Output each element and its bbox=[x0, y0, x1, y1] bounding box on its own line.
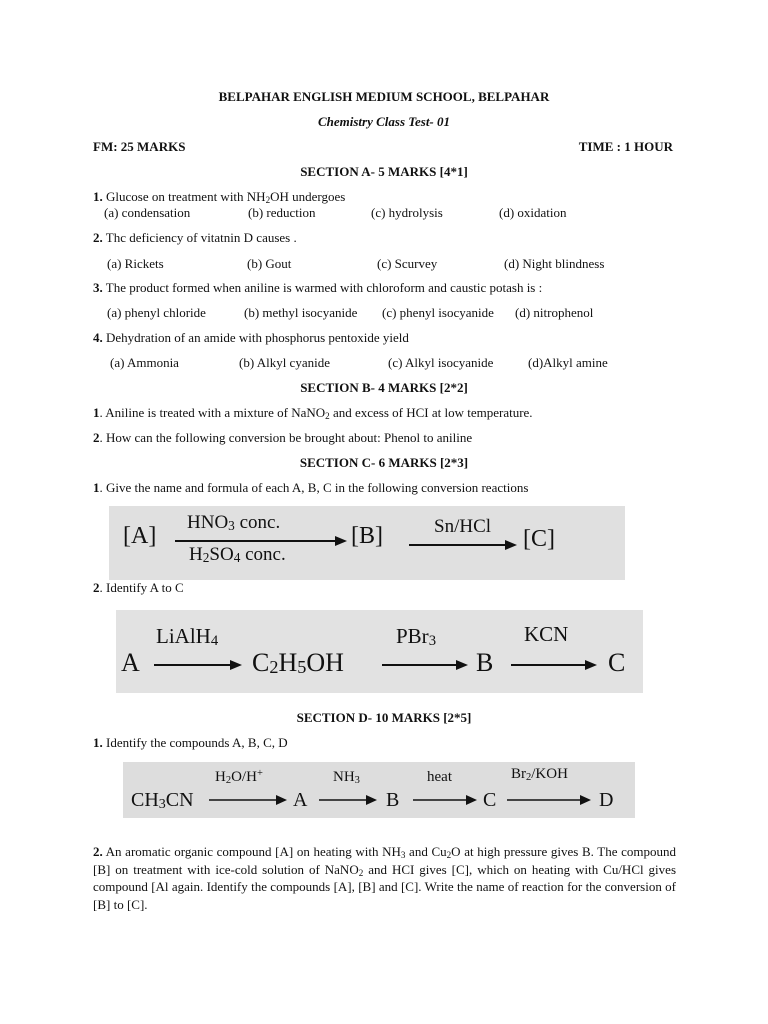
product-b: [B] bbox=[351, 523, 383, 549]
option-a2-c: (c) Scurvey bbox=[377, 256, 438, 271]
section-a-title: SECTION A- 5 MARKS [4*1] bbox=[300, 164, 468, 179]
option-a2-b: (b) Gout bbox=[247, 256, 292, 271]
reactant-a: [A] bbox=[123, 523, 157, 549]
subscript: 2 bbox=[202, 550, 210, 565]
formula-text: CN bbox=[165, 789, 194, 811]
question-number: 1 bbox=[93, 405, 100, 420]
arrow-icon bbox=[409, 540, 517, 550]
question-text: and Cu bbox=[405, 844, 447, 859]
arrow-icon bbox=[209, 795, 287, 805]
question-text: and HCI gives [C], which on heating with Cu/HCl gives compound [Al again. Identify the compounds [A], [B] and [C]. Write the name of reaction for the conversion of [B] to [C]. bbox=[93, 861, 676, 912]
reagent-lialh4 bbox=[156, 624, 218, 649]
reagent-text: conc. bbox=[240, 544, 286, 565]
question-a3 bbox=[93, 280, 542, 296]
question-text: Identify the compounds A, B, C, D bbox=[102, 735, 288, 750]
acetonitrile bbox=[131, 789, 194, 812]
question-d1 bbox=[93, 735, 288, 751]
product-b: B bbox=[476, 648, 494, 677]
arrow-icon bbox=[154, 660, 242, 670]
reagent-text: PBr bbox=[396, 624, 429, 648]
school-name: BELPAHAR ENGLISH MEDIUM SCHOOL, BELPAHAR bbox=[218, 89, 550, 104]
arrow-icon bbox=[511, 660, 597, 670]
option-a4-a: (a) Ammonia bbox=[110, 355, 179, 370]
subscript: 2 bbox=[358, 867, 364, 878]
reagent-nitration-top bbox=[187, 512, 280, 534]
question-number: 3. bbox=[93, 280, 103, 295]
arrow-icon bbox=[413, 795, 477, 805]
product-c: C bbox=[483, 789, 497, 811]
product-c: C bbox=[608, 648, 626, 677]
reagent-text: Br bbox=[511, 766, 526, 782]
question-text: O at high pressure gives B. The compound [B] on treatment with ice-cold solution of NaNO bbox=[93, 844, 676, 877]
reagent-text: /KOH bbox=[531, 766, 568, 782]
option-a3-b: (b) methyl isocyanide bbox=[244, 305, 358, 320]
reagent-text: LiAlH bbox=[156, 624, 211, 648]
option-a3-a: (a) phenyl chloride bbox=[107, 305, 206, 320]
superscript: + bbox=[256, 768, 263, 779]
question-number: 2. bbox=[93, 230, 103, 245]
reagent-text: NH bbox=[333, 769, 355, 785]
question-number: 1. bbox=[93, 735, 103, 750]
reactant-a: A bbox=[121, 648, 140, 677]
test-title: Chemistry Class Test- 01 bbox=[317, 114, 451, 129]
option-a3-c: (c) phenyl isocyanide bbox=[382, 305, 494, 320]
question-c2 bbox=[93, 580, 184, 596]
question-text: Glucose on treatment with NH bbox=[102, 189, 266, 204]
reagent-kcn: KCN bbox=[524, 622, 569, 646]
question-text: and excess of HCI at low temperature. bbox=[329, 405, 533, 420]
section-d-title: SECTION D- 10 MARKS [2*5] bbox=[296, 710, 472, 725]
question-text: OH undergoes bbox=[270, 189, 346, 204]
subscript: 2 bbox=[225, 775, 232, 786]
subscript: 5 bbox=[297, 657, 307, 677]
question-number: 2 bbox=[93, 430, 100, 445]
reagent-reduction: Sn/HCl bbox=[434, 516, 492, 537]
ethanol bbox=[252, 648, 344, 678]
question-text: The product formed when aniline is warmed with chloroform and caustic potash is : bbox=[102, 280, 543, 295]
option-a4-c: (c) Alkyl isocyanide bbox=[388, 355, 494, 370]
subscript: 3 bbox=[400, 850, 406, 860]
subscript: 4 bbox=[233, 550, 241, 565]
reaction-scheme-d1 bbox=[123, 762, 635, 818]
arrow-icon bbox=[382, 660, 468, 670]
formula-text: OH bbox=[306, 648, 344, 677]
option-a1-a: (a) condensation bbox=[104, 205, 191, 220]
question-c1 bbox=[93, 480, 528, 496]
question-text: An aromatic organic compound [A] on heating with NH bbox=[102, 844, 401, 859]
reagent-text: O/H bbox=[231, 769, 257, 785]
option-a3-d: (d) nitrophenol bbox=[515, 305, 594, 320]
product-c: [C] bbox=[523, 526, 555, 552]
question-text: . Give the name and formula of each A, B, C in the following conversion reactions bbox=[99, 480, 529, 495]
product-d: D bbox=[599, 789, 614, 811]
full-marks: FM: 25 MARKS bbox=[93, 139, 186, 154]
subscript: 2 bbox=[265, 195, 271, 205]
arrow-icon bbox=[507, 795, 591, 805]
reagent-pbr3 bbox=[396, 624, 436, 649]
reagent-hydrolysis bbox=[215, 769, 263, 786]
subscript: 3 bbox=[354, 775, 360, 786]
question-text: . Identify A to C bbox=[99, 580, 184, 595]
question-number: 2. bbox=[93, 844, 103, 859]
question-text: . How can the following conversion be brought about: Phenol to aniline bbox=[99, 430, 473, 445]
section-b-title: SECTION B- 4 MARKS [2*2] bbox=[300, 380, 468, 395]
reagent-hofmann bbox=[511, 766, 568, 783]
question-d2 bbox=[93, 843, 676, 913]
question-b1 bbox=[93, 405, 533, 421]
reagent-nitration-bottom bbox=[189, 544, 286, 566]
subscript: 3 bbox=[228, 518, 235, 533]
subscript: 3 bbox=[158, 797, 166, 812]
reaction-scheme-c1 bbox=[109, 506, 625, 580]
subscript: 2 bbox=[269, 657, 279, 677]
subscript: 3 bbox=[428, 633, 437, 649]
formula-text: C bbox=[252, 648, 270, 677]
reagent-text: HNO bbox=[187, 512, 229, 533]
question-text: . Aniline is treated with a mixture of NaNO bbox=[99, 405, 326, 420]
question-b2 bbox=[93, 430, 472, 446]
subscript: 2 bbox=[446, 850, 452, 860]
time-limit: TIME : 1 HOUR bbox=[578, 139, 673, 154]
reagent-ammonia bbox=[333, 769, 360, 786]
question-number: 1 bbox=[93, 480, 100, 495]
question-a2 bbox=[93, 230, 297, 246]
formula-text: CH bbox=[131, 789, 159, 811]
option-a2-a: (a) Rickets bbox=[107, 256, 164, 271]
option-a2-d: (d) Night blindness bbox=[504, 256, 605, 271]
question-a1 bbox=[93, 189, 345, 205]
option-a1-d: (d) oxidation bbox=[499, 205, 567, 220]
formula-text: H bbox=[278, 648, 298, 677]
reagent-text: H bbox=[215, 769, 226, 785]
reagent-text: conc. bbox=[234, 512, 281, 533]
reagent-text: SO bbox=[209, 544, 234, 565]
option-a4-b: (b) Alkyl cyanide bbox=[239, 355, 330, 370]
question-number: 2 bbox=[93, 580, 100, 595]
option-a1-b: (b) reduction bbox=[248, 205, 316, 220]
question-a4 bbox=[93, 330, 409, 346]
arrow-icon bbox=[319, 795, 377, 805]
question-number: 4. bbox=[93, 330, 103, 345]
reagent-text: H bbox=[189, 544, 203, 565]
option-a4-d: (d)Alkyl amine bbox=[528, 355, 608, 370]
question-text: Dehydration of an amide with phosphorus pentoxide yield bbox=[102, 330, 409, 345]
option-a1-c: (c) hydrolysis bbox=[371, 205, 443, 220]
reagent-heat: heat bbox=[427, 769, 452, 785]
subscript: 4 bbox=[210, 633, 219, 649]
subscript: 2 bbox=[325, 411, 330, 421]
question-text: Thc deficiency of vitatnin D causes . bbox=[102, 230, 297, 245]
reaction-scheme-c2 bbox=[116, 610, 643, 693]
section-c-title: SECTION C- 6 MARKS [2*3] bbox=[299, 455, 469, 470]
product-a: A bbox=[293, 789, 308, 811]
subscript: 2 bbox=[526, 772, 532, 783]
question-number: 1. bbox=[93, 189, 103, 204]
product-b: B bbox=[386, 789, 400, 811]
